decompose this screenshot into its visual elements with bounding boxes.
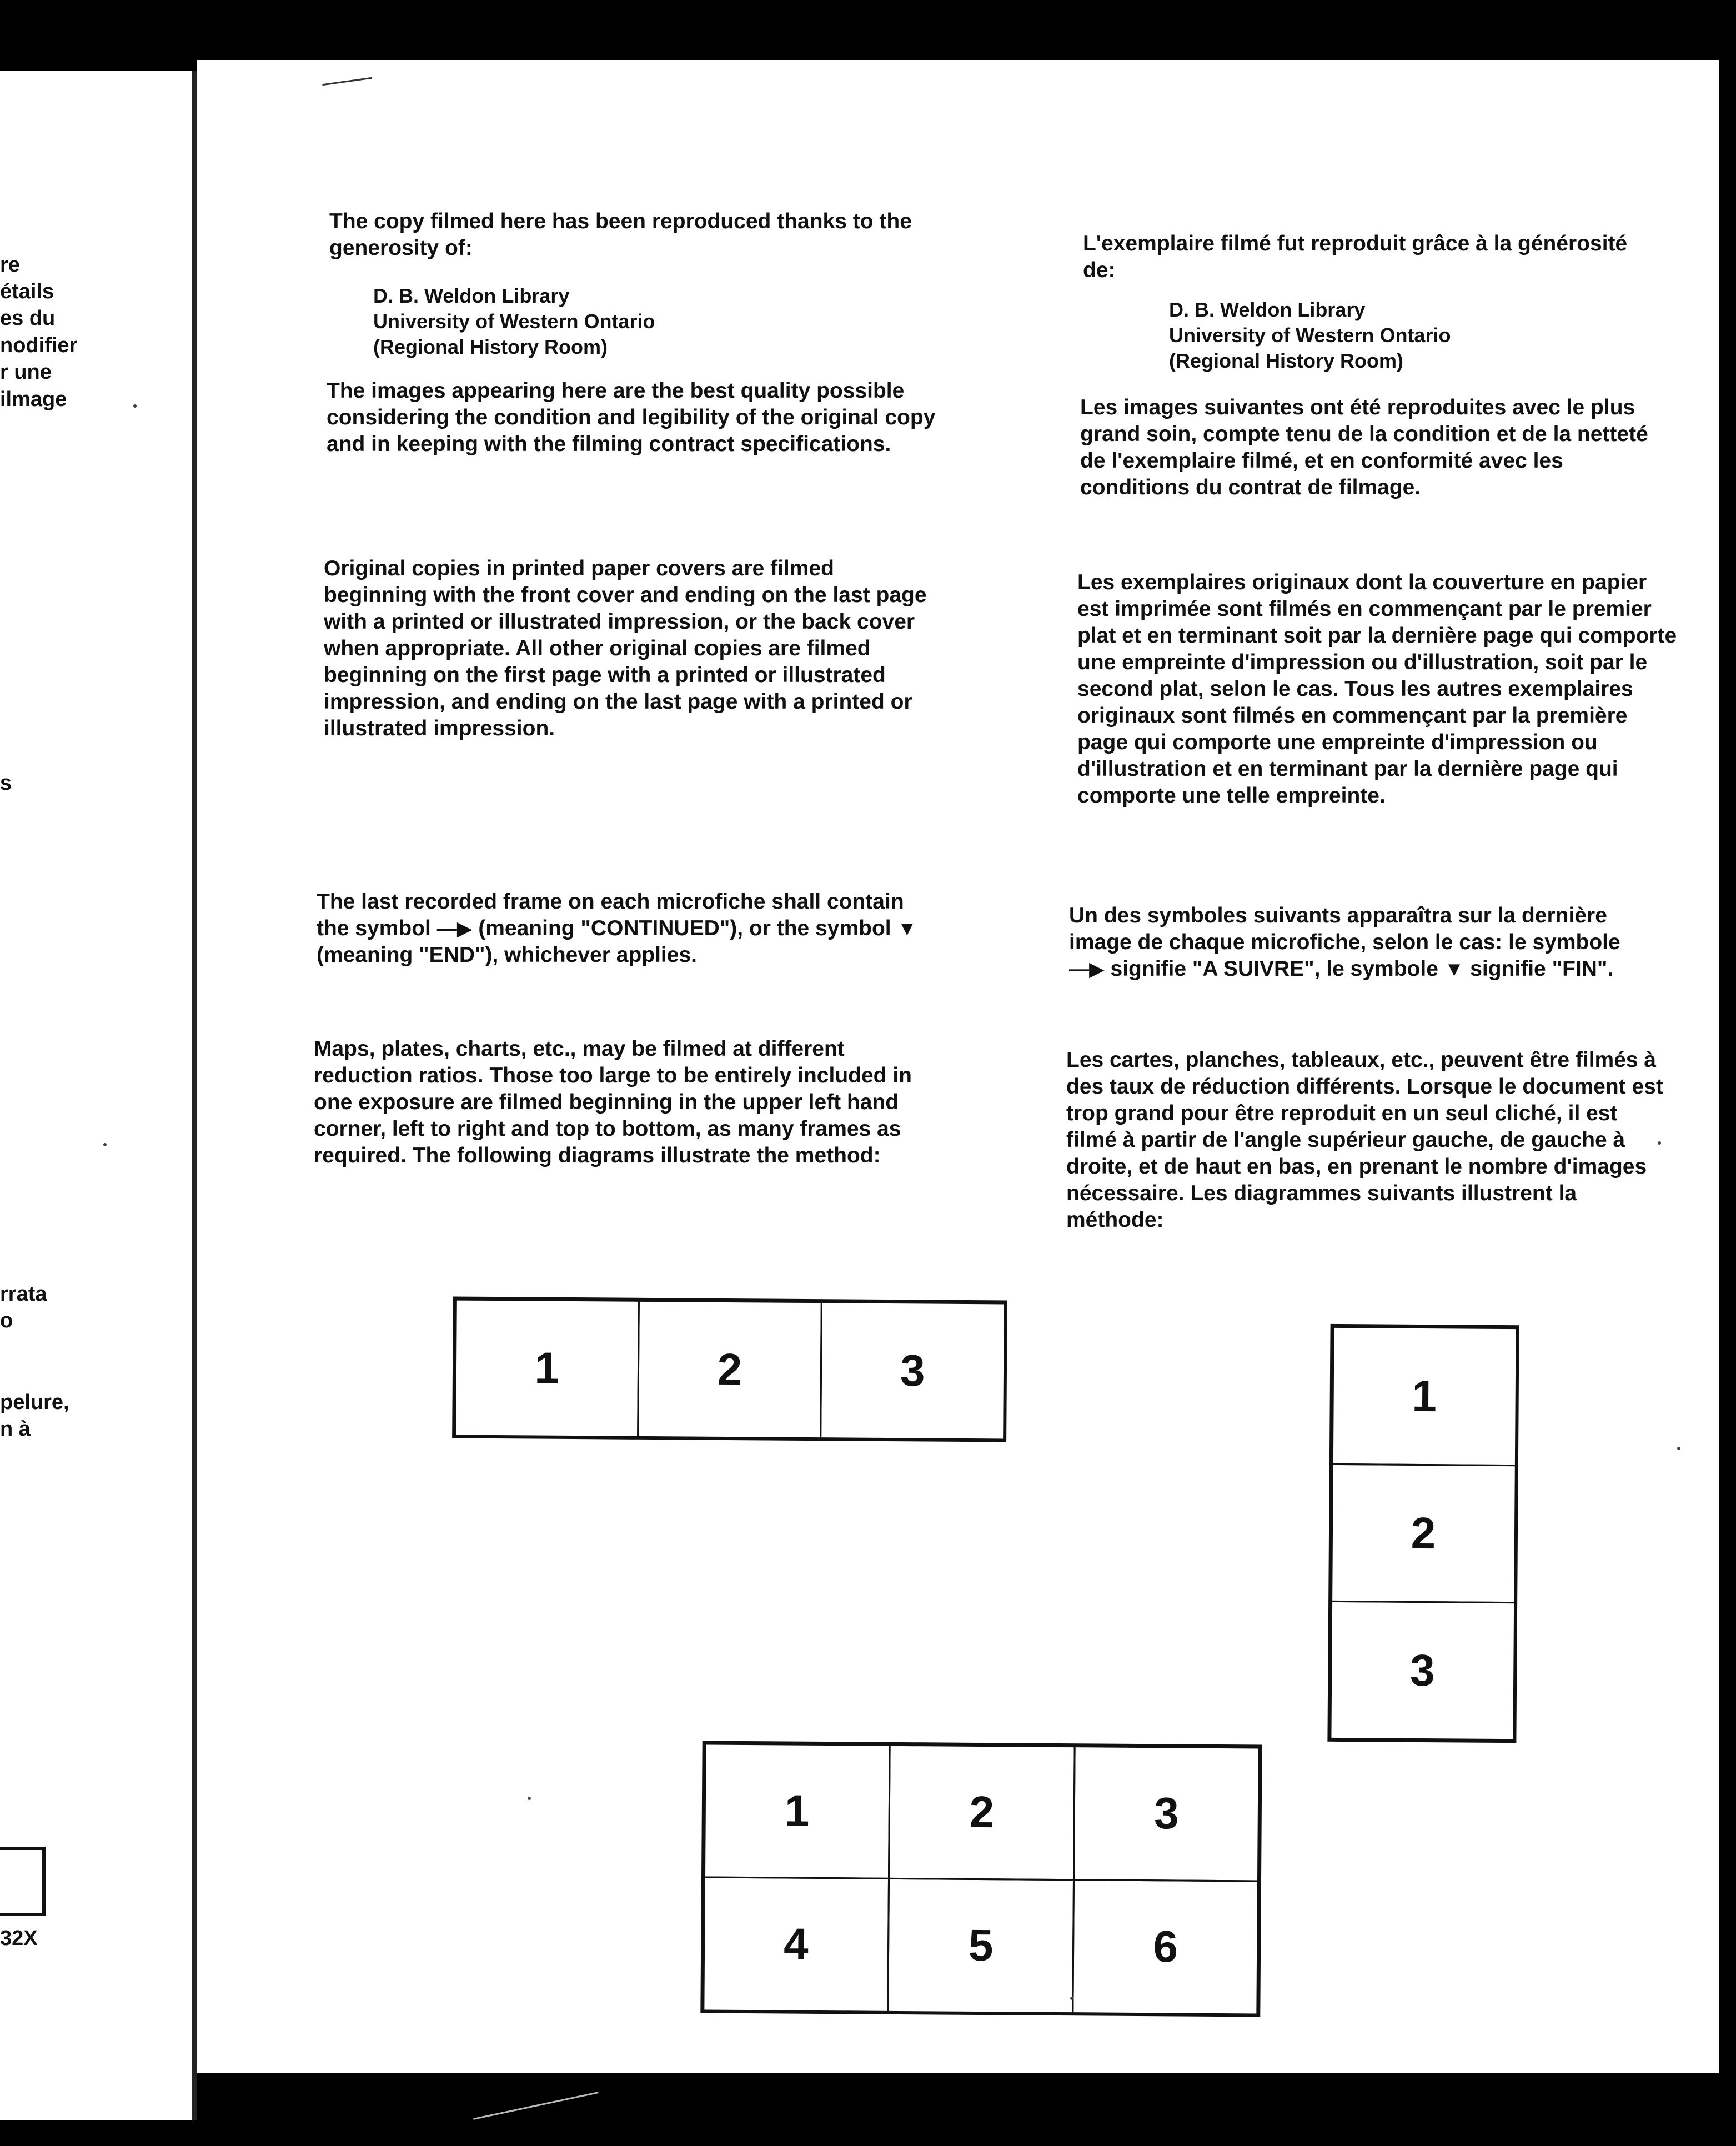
vertical-frame-diagram bbox=[1327, 1324, 1519, 1743]
english-symbols-part-c: (meaning "END"), whichever applies. bbox=[317, 943, 697, 967]
scan-speck bbox=[133, 404, 137, 408]
frame-cell: 1 bbox=[1331, 1326, 1517, 1466]
library-name: D. B. Weldon Library bbox=[1169, 298, 1366, 321]
frame-cell: 2 bbox=[888, 1744, 1075, 1880]
strip-fragment: pelure, bbox=[0, 1391, 69, 1414]
library-university: University of Western Ontario bbox=[1169, 324, 1451, 347]
frame-cell: 1 bbox=[704, 1743, 891, 1879]
french-symbols-part-c: signifie "FIN". bbox=[1470, 957, 1614, 981]
strip-fragment: 32X bbox=[0, 1927, 38, 1950]
frame-cell: 1 bbox=[454, 1298, 640, 1437]
scan-speck bbox=[1070, 1997, 1073, 2000]
strip-fragment: r une bbox=[0, 360, 52, 384]
strip-fragment: étails bbox=[0, 280, 54, 303]
scan-speck bbox=[103, 1143, 107, 1146]
french-covers: Les exemplaires originaux dont la couverture en papier est imprimée sont filmés en commençant par le premier plat et en terminant soit par la dernière page qui comporte une empreinte d'impression ou d'illustration, soit par le second plat, selon le cas. Tous les autres exemplaires originaux sont filmés en commençant par la première page qui comporte une empreinte d'impression ou d'illustration et en terminant par la dernière page qui comporte une telle empreinte. bbox=[1077, 570, 1677, 808]
grid-frame-diagram bbox=[700, 1741, 1262, 2017]
strip-box bbox=[0, 1847, 46, 1916]
arrow-icon: —▶ bbox=[436, 917, 473, 940]
strip-fragment: s bbox=[0, 771, 12, 795]
french-quality: Les images suivantes ont été reproduites avec le plus grand soin, compte tenu de la condition et de la netteté de l'exemplaire filmé, et en conformité avec les conditions du contrat de filmage. bbox=[1080, 395, 1648, 499]
frame-cell: 3 bbox=[1073, 1746, 1260, 1882]
scan-speck bbox=[1658, 1141, 1661, 1145]
library-university: University of Western Ontario bbox=[373, 310, 655, 333]
horizontal-frame-diagram bbox=[452, 1297, 1007, 1442]
frame-cell: 4 bbox=[703, 1876, 890, 2012]
french-symbols-part-b: signifie "A SUIVRE", le symbole bbox=[1110, 957, 1438, 981]
english-symbols-part-a: The last recorded frame on each microfiche shall contain the symbol bbox=[317, 890, 904, 940]
scan-scratch bbox=[473, 2092, 599, 2120]
french-maps: Les cartes, planches, tableaux, etc., peuvent être filmés à des taux de réduction différents. Lorsque le document est trop grand pour être reproduit en un seul cliché, il est filmé à partir de l'angle supérieur gauche, de gauche à droite, et de haut en bas, en prenant le nombre d'images nécessaire. Les diagrammes suivants illustrent la méthode: bbox=[1066, 1048, 1663, 1232]
scan-speck bbox=[528, 1797, 531, 1800]
frame-cell: 2 bbox=[637, 1300, 822, 1438]
page-fold bbox=[192, 71, 197, 2120]
strip-fragment: rrata bbox=[0, 1282, 47, 1306]
english-symbols bbox=[317, 889, 933, 969]
english-covers: Original copies in printed paper covers are filmed beginning with the front cover and ending on the last page with a printed or illustrated impression, or the back cover when appropriate. All other original copies are filmed beginning on the first page with a printed or illustrated impression, and ending on the last page with a printed or illustrated impression. bbox=[324, 556, 927, 740]
frame-cell: 3 bbox=[1329, 1601, 1516, 1741]
scan-speck bbox=[1677, 1447, 1680, 1450]
frame-cell: 5 bbox=[887, 1877, 1074, 2013]
end-triangle-icon: ▼ bbox=[897, 917, 917, 940]
english-symbols-part-b: (meaning "CONTINUED"), or the symbol bbox=[478, 916, 891, 940]
strip-fragment: re bbox=[0, 253, 20, 277]
strip-fragment: es du bbox=[0, 307, 56, 330]
frame-cell: 3 bbox=[820, 1301, 1005, 1440]
frame-cell: 6 bbox=[1072, 1879, 1259, 2015]
french-symbols-part-a: Un des symboles suivants apparaîtra sur la dernière image de chaque microfiche, selon le cas: le symbole bbox=[1069, 904, 1620, 954]
library-room: (Regional History Room) bbox=[1169, 349, 1404, 372]
french-symbols bbox=[1069, 902, 1658, 982]
strip-fragment: o bbox=[0, 1309, 13, 1332]
arrow-icon: —▶ bbox=[1069, 957, 1105, 980]
library-name: D. B. Weldon Library bbox=[373, 284, 570, 307]
french-library-address bbox=[1169, 297, 1451, 374]
end-triangle-icon: ▼ bbox=[1444, 957, 1464, 980]
english-library-address bbox=[373, 283, 655, 360]
english-maps: Maps, plates, charts, etc., may be filmed at different reduction ratios. Those too large to be entirely included in one exposure are filmed beginning in the upper left hand corner, left to right and top to bottom, as many frames as required. The following diagrams illustrate the method: bbox=[314, 1037, 912, 1167]
library-room: (Regional History Room) bbox=[373, 335, 608, 358]
french-credit-intro: L'exemplaire filmé fut reproduit grâce à la générosité de: bbox=[1083, 232, 1628, 282]
english-quality: The images appearing here are the best quality possible considering the condition and legibility of the original copy and in keeping with the filming contract specifications. bbox=[327, 379, 936, 456]
frame-cell: 2 bbox=[1331, 1463, 1517, 1604]
strip-fragment: n à bbox=[0, 1417, 31, 1441]
english-credit-intro: The copy filmed here has been reproduced thanks to the generosity of: bbox=[329, 209, 912, 260]
strip-fragment: nodifier bbox=[0, 334, 78, 357]
strip-fragment: ilmage bbox=[0, 388, 67, 411]
